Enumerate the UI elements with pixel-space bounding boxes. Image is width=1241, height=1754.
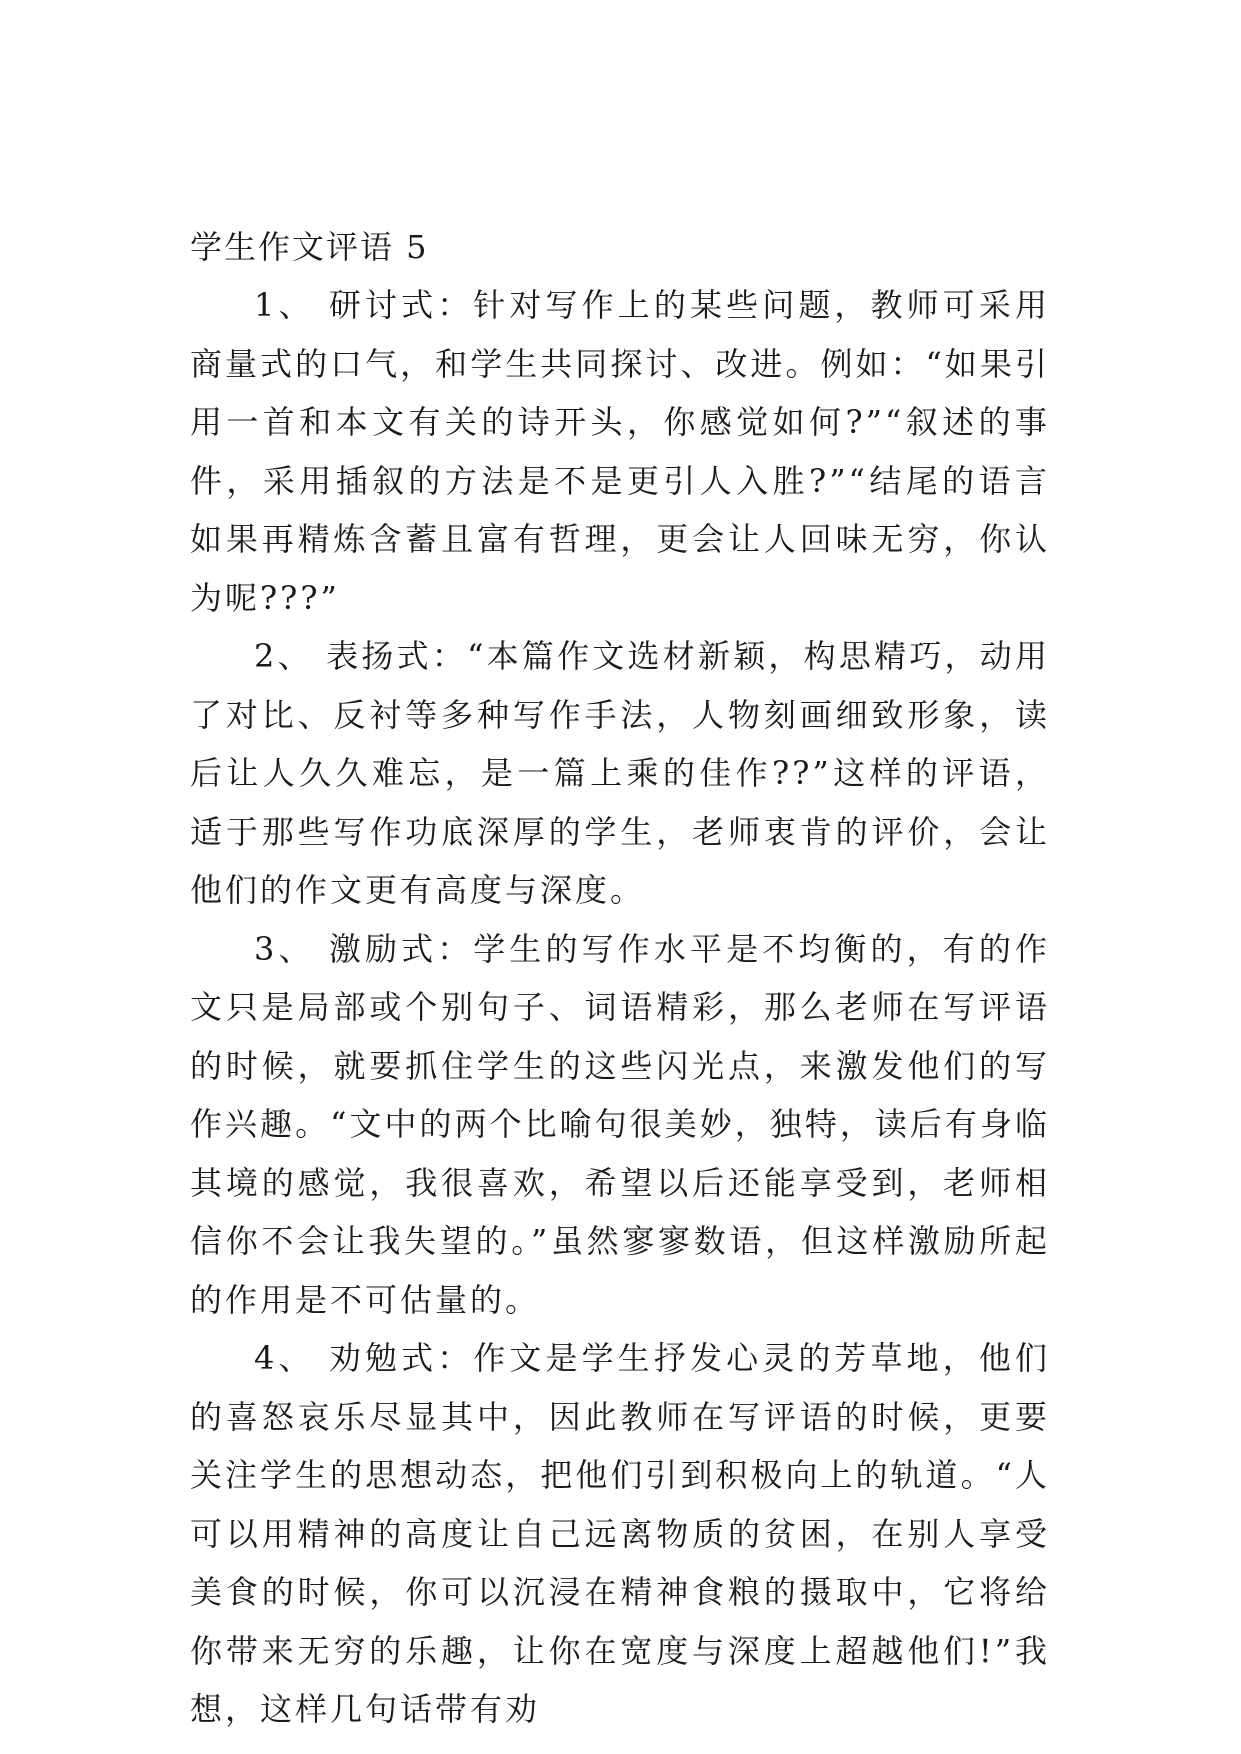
paragraph-1: 1、 研讨式：针对写作上的某些问题，教师可采用商量式的口气，和学生共同探讨、改进。例如：“如果引用一首和本文有关的诗开头，你感觉如何?”“叙述的事件，采用插叙的方法是不是更引人入胜?”“结尾的语言如果再精炼含蓄且富有哲理，更会让人回味无穷，你认为呢???” bbox=[190, 286, 1050, 617]
document-page bbox=[190, 218, 1050, 1739]
paragraph-3: 3、 激励式：学生的写作水平是不均衡的，有的作文只是局部或个别句子、词语精彩，那么老师在写评语的时候，就要抓住学生的这些闪光点，来激发他们的写作兴趣。“文中的两个比喻句很美妙，独特，读后有身临其境的感觉，我很喜欢，希望以后还能享受到，老师相信你不会让我失望的。”虽然寥寥数语，但这样激励所起的作用是不可估量的。 bbox=[190, 929, 1050, 1319]
paragraph-2: 2、 表扬式：“本篇作文选材新颖，构思精巧，动用了对比、反衬等多种写作手法，人物刻画细致形象，读后让人久久难忘，是一篇上乘的佳作??”这样的评语，适于那些写作功底深厚的学生，老师衷肯的评价，会让他们的作文更有高度与深度。 bbox=[190, 637, 1050, 909]
document-title: 学生作文评语 5 bbox=[190, 228, 429, 266]
paragraph-4: 4、 劝勉式：作文是学生抒发心灵的芳草地，他们的喜怒哀乐尽显其中，因此教师在写评语的时候，更要关注学生的思想动态，把他们引到积极向上的轨道。“人可以用精神的高度让自己远离物质的贫困，在别人享受美食的时候，你可以沉浸在精神食粮的摄取中，它将给你带来无穷的乐趣，让你在宽度与深度上超越他们!”我想，这样几句话带有劝 bbox=[190, 1339, 1050, 1728]
